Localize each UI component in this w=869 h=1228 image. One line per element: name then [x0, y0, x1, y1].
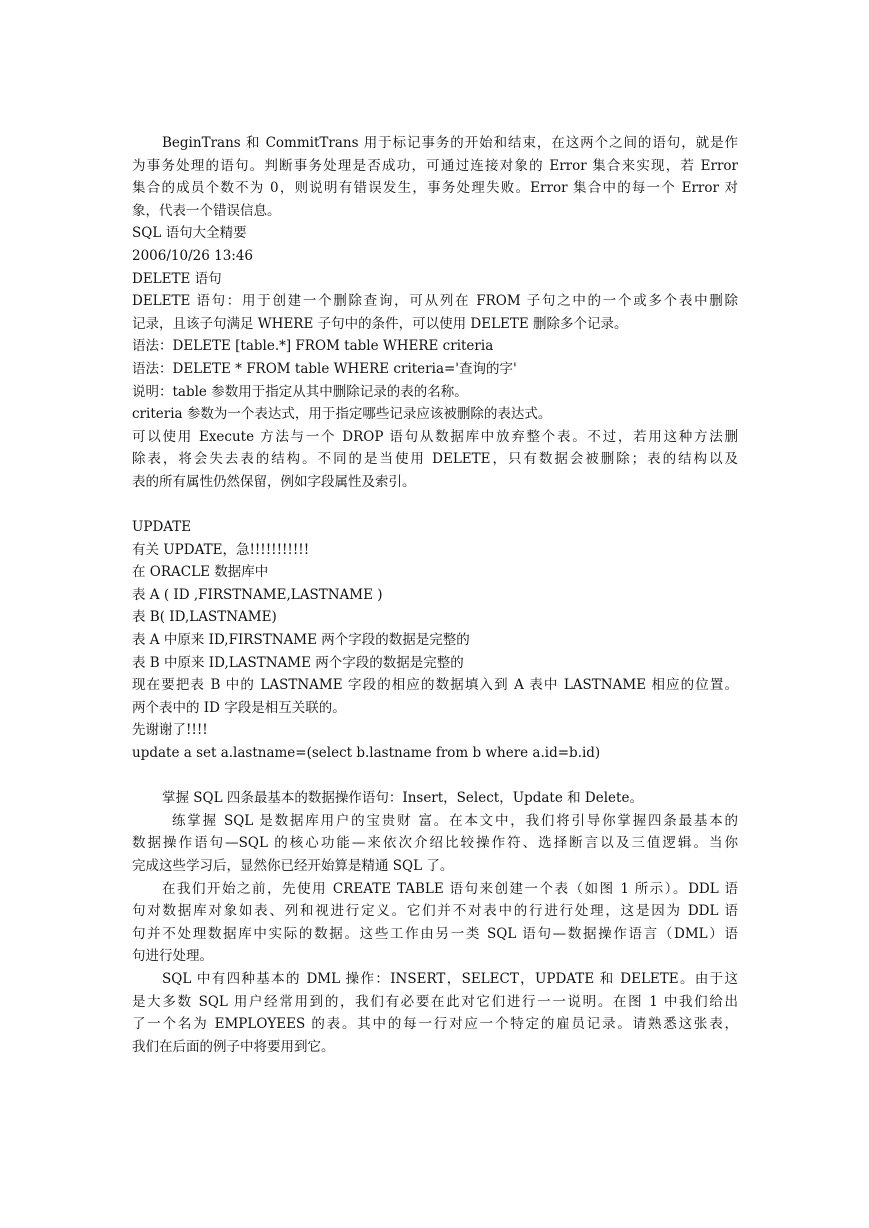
text-line: SQL 中有四种基本的 DML 操作：INSERT，SELECT，UPDATE 和 DELETE。由于这 [162, 970, 738, 987]
text-line: 表的所有属性仍然保留，例如字段属性及索引。 [132, 473, 416, 490]
text-line: 先谢谢了!!!! [132, 722, 208, 739]
text-line: 除表，将会失去表的结构。不同的是当使用 DELETE，只有数据会被删除；表的结构以及 [132, 451, 738, 468]
heading-update: UPDATE [132, 519, 192, 536]
paragraph-transactions [132, 132, 738, 222]
text-line: 表 A ( ID ,FIRSTNAME,LASTNAME ) [132, 586, 383, 603]
text-line: 现在要把表 B 中的 LASTNAME 字段的相应的数据填入到 A 表中 LASTNAME 相应的位置。 [132, 677, 738, 694]
code-line: update a set a.lastname=(select b.lastname from b where a.id=b.id) [132, 745, 601, 762]
text-line: 说明：table 参数用于指定从其中删除记录的表的名称。 [132, 383, 468, 400]
text-line: DELETE 语句：用于创建一个删除查询，可从列在 FROM 子句之中的一个或多个表中删除 [132, 293, 738, 310]
text-line: criteria 参数为一个表达式，用于指定哪些记录应该被删除的表达式。 [132, 406, 552, 423]
text-line: 了一个名为 EMPLOYEES 的表。其中的每一行对应一个特定的雇员记录。请熟悉这张表， [132, 1016, 738, 1033]
blank-line [132, 494, 738, 517]
text-line: 我们在后面的例子中将要用到它。 [132, 1038, 335, 1055]
section-update [132, 516, 738, 765]
heading-delete: DELETE 语句 [132, 270, 222, 287]
text-line: 有关 UPDATE，急!!!!!!!!!!! [132, 541, 310, 558]
text-line: 掌握 SQL 四条最基本的数据操作语句：Insert，Select，Update 和 Delete。 [162, 790, 643, 807]
text-line: 为事务处理的语句。判断事务处理是否成功，可通过连接对象的 Error 集合来实现，若 Error [132, 157, 738, 174]
text-line: 在我们开始之前，先使用 CREATE TABLE 语句来创建一个表（如图 1 所示）。DDL 语 [162, 880, 738, 897]
text-line: 集合的成员个数不为 0，则说明有错误发生，事务处理失败。Error 集合中的每一个 Error 对 [132, 180, 738, 197]
blank-line [132, 765, 738, 788]
text-line: 数据操作语句—SQL 的核心功能—来依次介绍比较操作符、选择断言以及三值逻辑。当你 [132, 835, 738, 852]
text-line: 完成这些学习后，显然你已经开始算是精通 SQL 了。 [132, 858, 454, 874]
syntax-line: 语法：DELETE [table.*] FROM table WHERE criteria [132, 338, 494, 355]
section-title: SQL 语句大全精要 [132, 225, 247, 242]
text-line: 表 B 中原来 ID,LASTNAME 两个字段的数据是完整的 [132, 654, 464, 671]
text-line: 表 B( ID,LASTNAME) [132, 609, 277, 626]
text-line: 两个表中的 ID 字段是相互关联的。 [132, 699, 346, 716]
text-line: 表 A 中原来 ID,FIRSTNAME 两个字段的数据是完整的 [132, 632, 470, 649]
text-line: 句对数据库对象如表、列和视进行定义。它们并不对表中的行进行处理，这是因为 DDL 语 [132, 903, 738, 920]
section-dml [132, 787, 738, 1058]
text-line: 练掌握 SQL 是数据库用户的宝贵财 富。在本文中，我们将引导你掌握四条最基本的 [172, 812, 738, 829]
text-line: 句并不处理数据库中实际的数据。这些工作由另一类 SQL 语句—数据操作语言（DML）语 [132, 925, 738, 942]
text-line: 是大多数 SQL 用户经常用到的，我们有必要在此对它们进行一一说明。在图 1 中我们给出 [132, 993, 738, 1010]
document-page [132, 132, 738, 1058]
text-line: BeginTrans 和 CommitTrans 用于标记事务的开始和结束，在这两个之间的语句，就是作 [162, 135, 738, 151]
syntax-line: 语法：DELETE * FROM table WHERE criteria='查询的字' [132, 360, 517, 377]
text-line: 在 ORACLE 数据库中 [132, 564, 269, 581]
section-delete [132, 222, 738, 493]
text-line: 可以使用 Execute 方法与一个 DROP 语句从数据库中放弃整个表。不过，若用这种方法删 [132, 428, 738, 445]
text-line: 句进行处理。 [132, 948, 213, 965]
date-line: 2006/10/26 13:46 [132, 247, 254, 264]
text-line: 象，代表一个错误信息。 [132, 202, 281, 219]
text-line: 记录，且该子句满足 WHERE 子句中的条件，可以使用 DELETE 删除多个记录。 [132, 315, 628, 332]
